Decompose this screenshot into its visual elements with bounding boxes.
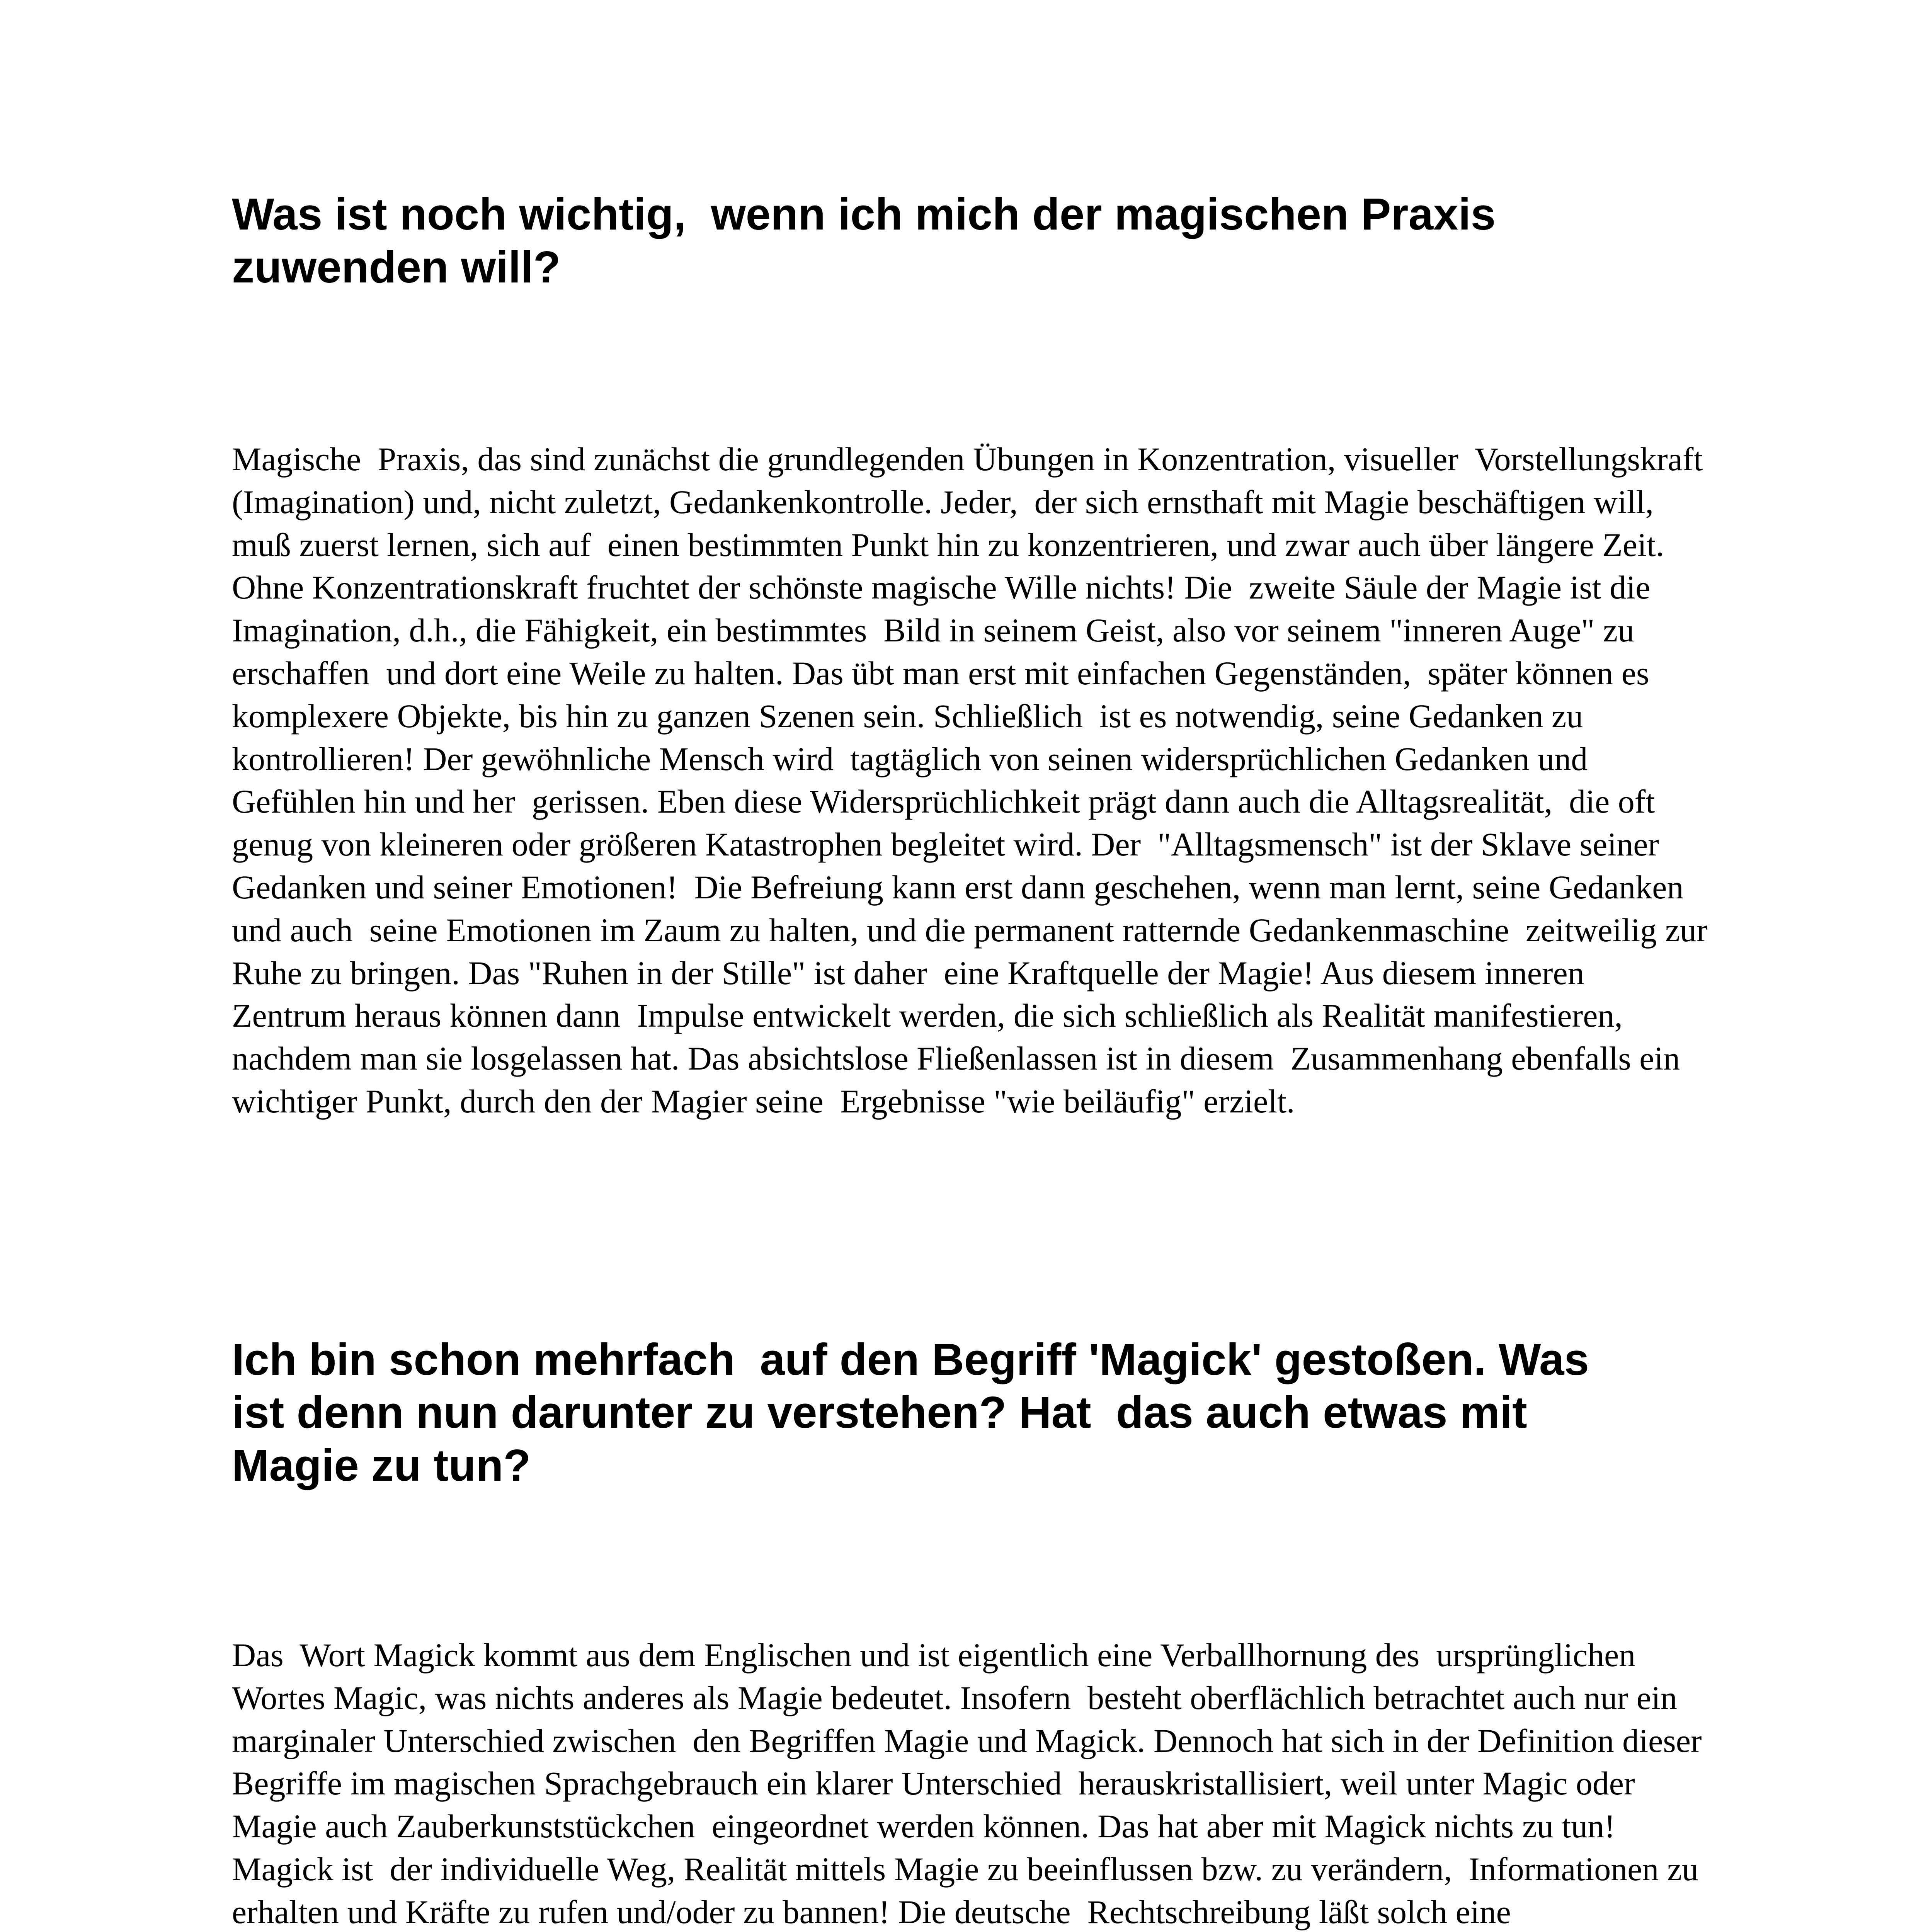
body-line: Wortes Magic, was nichts anderes als Magie bedeutet. Insofern besteht oberflächlich betrachtet auch nur ein: [232, 1679, 1677, 1716]
body-line: genug von kleineren oder größeren Katastrophen begleitet wird. Der "Alltagsmensch" ist der Sklave seiner: [232, 826, 1659, 863]
body-line: marginaler Unterschied zwischen den Begriffen Magie und Magick. Dennoch hat sich in der Definition dieser: [232, 1722, 1702, 1759]
body-line: Magick ist der individuelle Weg, Realität mittels Magie zu beeinflussen bzw. zu verändern, Informationen zu: [232, 1850, 1699, 1888]
body-line: kontrollieren! Der gewöhnliche Mensch wird tagtäglich von seinen widersprüchlichen Gedanken und: [232, 740, 1588, 777]
body-line: komplexere Objekte, bis hin zu ganzen Szenen sein. Schließlich ist es notwendig, seine Gedanken zu: [232, 697, 1583, 735]
section-1-body: [232, 438, 1836, 1123]
body-line: wichtiger Punkt, durch den der Magier seine Ergebnisse "wie beiläufig" erzielt.: [232, 1082, 1295, 1120]
body-line: erschaffen und dort eine Weile zu halten. Das übt man erst mit einfachen Gegenständen, später können es: [232, 654, 1649, 692]
body-line: Magie auch Zauberkunststückchen eingeordnet werden können. Das hat aber mit Magick nichts zu tun!: [232, 1808, 1615, 1845]
heading-line: ist denn nun darunter zu verstehen? Hat das auch etwas mit: [232, 1387, 1527, 1437]
section-2-body: [232, 1634, 1836, 1932]
body-line: Ohne Konzentrationskraft fruchtet der schönste magische Wille nichts! Die zweite Säule der Magie ist die: [232, 569, 1651, 606]
body-line: Ruhe zu bringen. Das "Ruhen in der Stille" ist daher eine Kraftquelle der Magie! Aus diesem inneren: [232, 954, 1584, 992]
body-line: Das Wort Magick kommt aus dem Englischen und ist eigentlich eine Verballhornung des ursprünglichen: [232, 1636, 1636, 1673]
heading-line: Was ist noch wichtig, wenn ich mich der magischen Praxis: [232, 189, 1496, 239]
section-2-heading: [232, 1333, 1778, 1492]
heading-line: zuwenden will?: [232, 242, 561, 292]
heading-line: Magie zu tun?: [232, 1440, 531, 1490]
heading-line: Ich bin schon mehrfach auf den Begriff 'Magick' gestoßen. Was: [232, 1334, 1589, 1384]
section-1-heading: [232, 188, 1778, 294]
body-line: und auch seine Emotionen im Zaum zu halten, und die permanent ratternde Gedankenmaschine zeitweilig zur: [232, 911, 1708, 949]
body-line: Gedanken und seiner Emotionen! Die Befreiung kann erst dann geschehen, wenn man lernt, seine Gedanken: [232, 868, 1684, 906]
body-line: Zentrum heraus können dann Impulse entwickelt werden, die sich schließlich als Realität manifestieren,: [232, 997, 1623, 1034]
body-line: erhalten und Kräfte zu rufen und/oder zu bannen! Die deutsche Rechtschreibung läßt solch eine: [232, 1893, 1511, 1930]
body-line: (Imagination) und, nicht zuletzt, Gedankenkontrolle. Jeder, der sich ernsthaft mit Magie beschäftigen will,: [232, 483, 1654, 520]
body-line: Begriffe im magischen Sprachgebrauch ein klarer Unterschied herauskristallisiert, weil unter Magic oder: [232, 1765, 1635, 1802]
body-line: Imagination, d.h., die Fähigkeit, ein bestimmtes Bild in seinem Geist, also vor seinem "inneren Auge" zu: [232, 612, 1635, 649]
body-line: nachdem man sie losgelassen hat. Das absichtslose Fließenlassen ist in diesem Zusammenhang ebenfalls ein: [232, 1040, 1680, 1077]
body-line: Magische Praxis, das sind zunächst die grundlegenden Übungen in Konzentration, visueller Vorstellungskraft: [232, 440, 1703, 478]
body-line: Gefühlen hin und her gerissen. Eben diese Widersprüchlichkeit prägt dann auch die Alltagsrealität, die oft: [232, 783, 1655, 820]
body-line: muß zuerst lernen, sich auf einen bestimmten Punkt hin zu konzentrieren, und zwar auch über längere Zeit.: [232, 526, 1664, 563]
